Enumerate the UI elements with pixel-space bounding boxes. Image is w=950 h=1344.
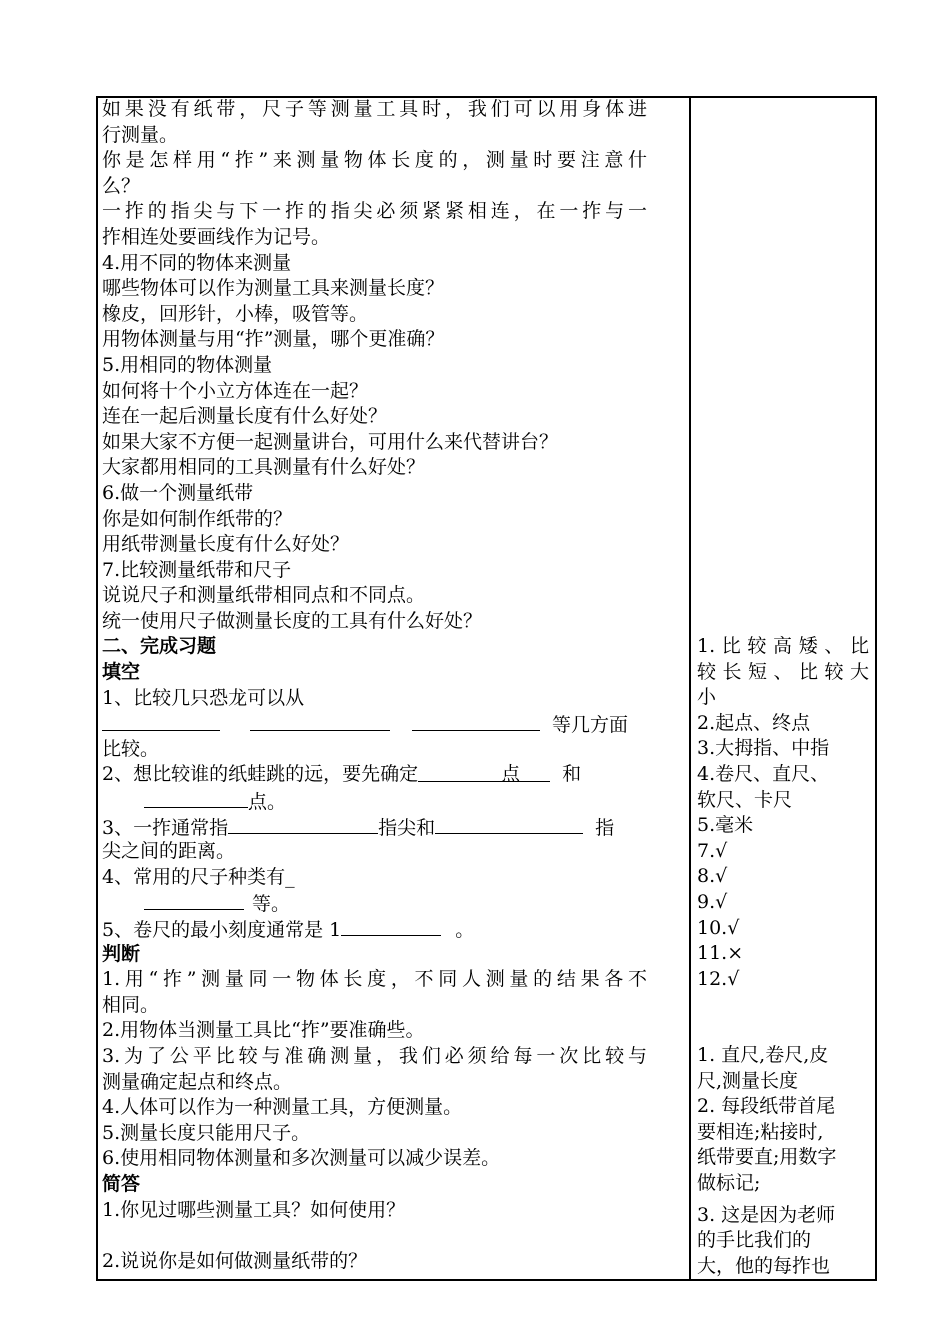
text-line: 说说尺子和测量纸带相同点和不同点。 xyxy=(102,584,426,607)
text-line: 如何将十个小立方体连在一起？ xyxy=(102,379,369,402)
fill-q4: 4、常用的尺子种类有_ xyxy=(102,865,295,888)
judge-line: 测量确定起点和终点。 xyxy=(102,1070,293,1093)
answer-line: 8.√ xyxy=(697,865,728,888)
answer-line: 7.√ xyxy=(697,839,728,862)
fill-q1: 1、比较几只恐龙可以从 xyxy=(102,686,305,709)
answer-line: 10.√ xyxy=(697,916,740,939)
text-line: 你是怎样用“拃”来测量物体长度的，测量时要注意什 xyxy=(102,149,647,172)
text-line: 连在一起后测量长度有什么好处？ xyxy=(102,405,388,428)
text-line: 5.用相同的物体测量 xyxy=(102,353,273,376)
answer-line: 做标记; xyxy=(697,1171,761,1194)
section-title: 二、完成习题 xyxy=(102,635,217,658)
fill-q5-text: 5、卷尺的最小刻度通常是 1 xyxy=(102,919,342,941)
answer-line: 要相连;粘接时, xyxy=(697,1120,824,1143)
fill-title: 填空 xyxy=(102,661,141,684)
judge-line: 相同。 xyxy=(102,993,160,1016)
fill-blank xyxy=(228,814,378,834)
fill-q3-mid: 指尖和 xyxy=(378,816,436,839)
fill-q4-cont xyxy=(102,890,647,916)
short-question: 1.你见过哪些测量工具？如何使用？ xyxy=(102,1198,406,1221)
answer-line: 5.毫米 xyxy=(697,814,754,837)
fill-blank xyxy=(341,916,441,936)
answer-line: 尺,测量长度 xyxy=(697,1069,799,1092)
judge-line: 5.测量长度只能用尺子。 xyxy=(102,1121,311,1144)
answer-line: 11.× xyxy=(697,942,744,965)
answer-line: 小 xyxy=(697,686,717,709)
text-line: 大家都用相同的工具测量有什么好处？ xyxy=(102,456,426,479)
fill-q1-blanks xyxy=(102,711,647,737)
fill-q3-text: 3、一拃通常指 xyxy=(102,816,229,839)
text-line: 如果大家不方便一起测量讲台，可用什么来代替讲台？ xyxy=(102,430,559,453)
fill-blank xyxy=(412,711,540,731)
text-line: 4.用不同的物体来测量 xyxy=(102,251,292,274)
answer-line: 的手比我们的 xyxy=(697,1229,812,1252)
fill-q5-end: 。 xyxy=(455,919,475,941)
fill-q2-text: 2、想比较谁的纸蛙跳的远，要先确定 xyxy=(102,763,419,786)
text-line: 么？ xyxy=(102,174,141,197)
text-line: 一拃的指尖与下一拃的指尖必须紧紧相连，在一拃与一 xyxy=(102,200,647,223)
judge-line: 1.用“拃”测量同一物体长度，不同人测量的结果各不 xyxy=(102,968,647,991)
fill-blank xyxy=(144,890,244,910)
fill-q2-end: 点。 xyxy=(248,791,287,814)
judge-line: 6.使用相同物体测量和多次测量可以减少误差。 xyxy=(102,1147,501,1170)
answer-line: 纸带要直;用数字 xyxy=(697,1146,837,1169)
text-line: 7.比较测量纸带和尺子 xyxy=(102,558,292,581)
text-line: 拃相连处要画线作为记号。 xyxy=(102,225,331,248)
short-question: 2.说说你是如何做测量纸带的？ xyxy=(102,1249,368,1272)
text-line: 你是如何制作纸带的？ xyxy=(102,507,293,530)
answer-line: 4.卷尺、直尺、 xyxy=(697,762,830,785)
fill-q5 xyxy=(102,916,647,942)
answer-line: 软尺、卡尺 xyxy=(697,788,793,811)
text-line: 用纸带测量长度有什么好处？ xyxy=(102,533,350,556)
text-line: 橡皮，回形针，小棒，吸管等。 xyxy=(102,302,369,325)
fill-q2-and: 和 xyxy=(562,763,582,786)
judge-line: 2.用物体当测量工具比“拃”要准确些。 xyxy=(102,1019,425,1042)
fill-q3 xyxy=(102,814,647,840)
text-line: 哪些物体可以作为测量工具来测量长度？ xyxy=(102,277,445,300)
text-line: 比较。 xyxy=(102,737,160,760)
text-line: 如果没有纸带，尺子等测量工具时，我们可以用身体进 xyxy=(102,98,647,120)
text-line: 统一使用尺子做测量长度的工具有什么好处？ xyxy=(102,609,483,632)
judge-line: 4.人体可以作为一种测量工具，方便测量。 xyxy=(102,1096,463,1119)
text-line: 行测量。 xyxy=(102,123,179,146)
judge-line: 3.为了公平比较与准确测量，我们必须给每一次比较与 xyxy=(102,1044,647,1067)
answer-line: 2. 每段纸带首尾 xyxy=(697,1095,836,1118)
fill-blank xyxy=(102,711,220,731)
fill-blank xyxy=(418,762,550,786)
answer-line: 1. 直尺,卷尺,皮 xyxy=(697,1044,829,1066)
short-title: 简答 xyxy=(102,1172,141,1195)
fill-q1-suffix: 等几方面 xyxy=(552,714,629,737)
lesson-content xyxy=(102,97,647,1274)
answer-line: 较长短、比较大 xyxy=(697,660,869,683)
answer-line: 9.√ xyxy=(697,890,728,913)
answers-short xyxy=(697,1043,869,1279)
fill-blank xyxy=(144,788,248,808)
fill-blank xyxy=(250,711,390,731)
answer-line: 2.起点、终点 xyxy=(697,711,811,734)
answer-line: 3.大拇指、中指 xyxy=(697,737,830,760)
answer-line: 3. 这是因为老师 xyxy=(697,1203,836,1226)
answer-line: 1.比较高矮、比 xyxy=(697,635,869,657)
fill-q2 xyxy=(102,762,647,788)
text-line: 用物体测量与用“拃”测量，哪个更准确？ xyxy=(102,328,445,351)
text-line: 6.做一个测量纸带 xyxy=(102,481,254,504)
column-divider xyxy=(689,96,691,1281)
fill-q2-dot: 点 xyxy=(501,763,521,786)
fill-blank xyxy=(435,814,583,834)
fill-q3-end: 指 xyxy=(595,816,615,839)
answers-fill-judge xyxy=(697,634,869,992)
text-line: 尖之间的距离。 xyxy=(102,840,236,863)
fill-q2-cont xyxy=(102,788,647,814)
judge-title: 判断 xyxy=(102,942,141,965)
answer-line: 12.√ xyxy=(697,967,740,990)
answer-line: 大，他的每拃也 xyxy=(697,1254,831,1277)
fill-q4-end: 等。 xyxy=(252,893,291,916)
